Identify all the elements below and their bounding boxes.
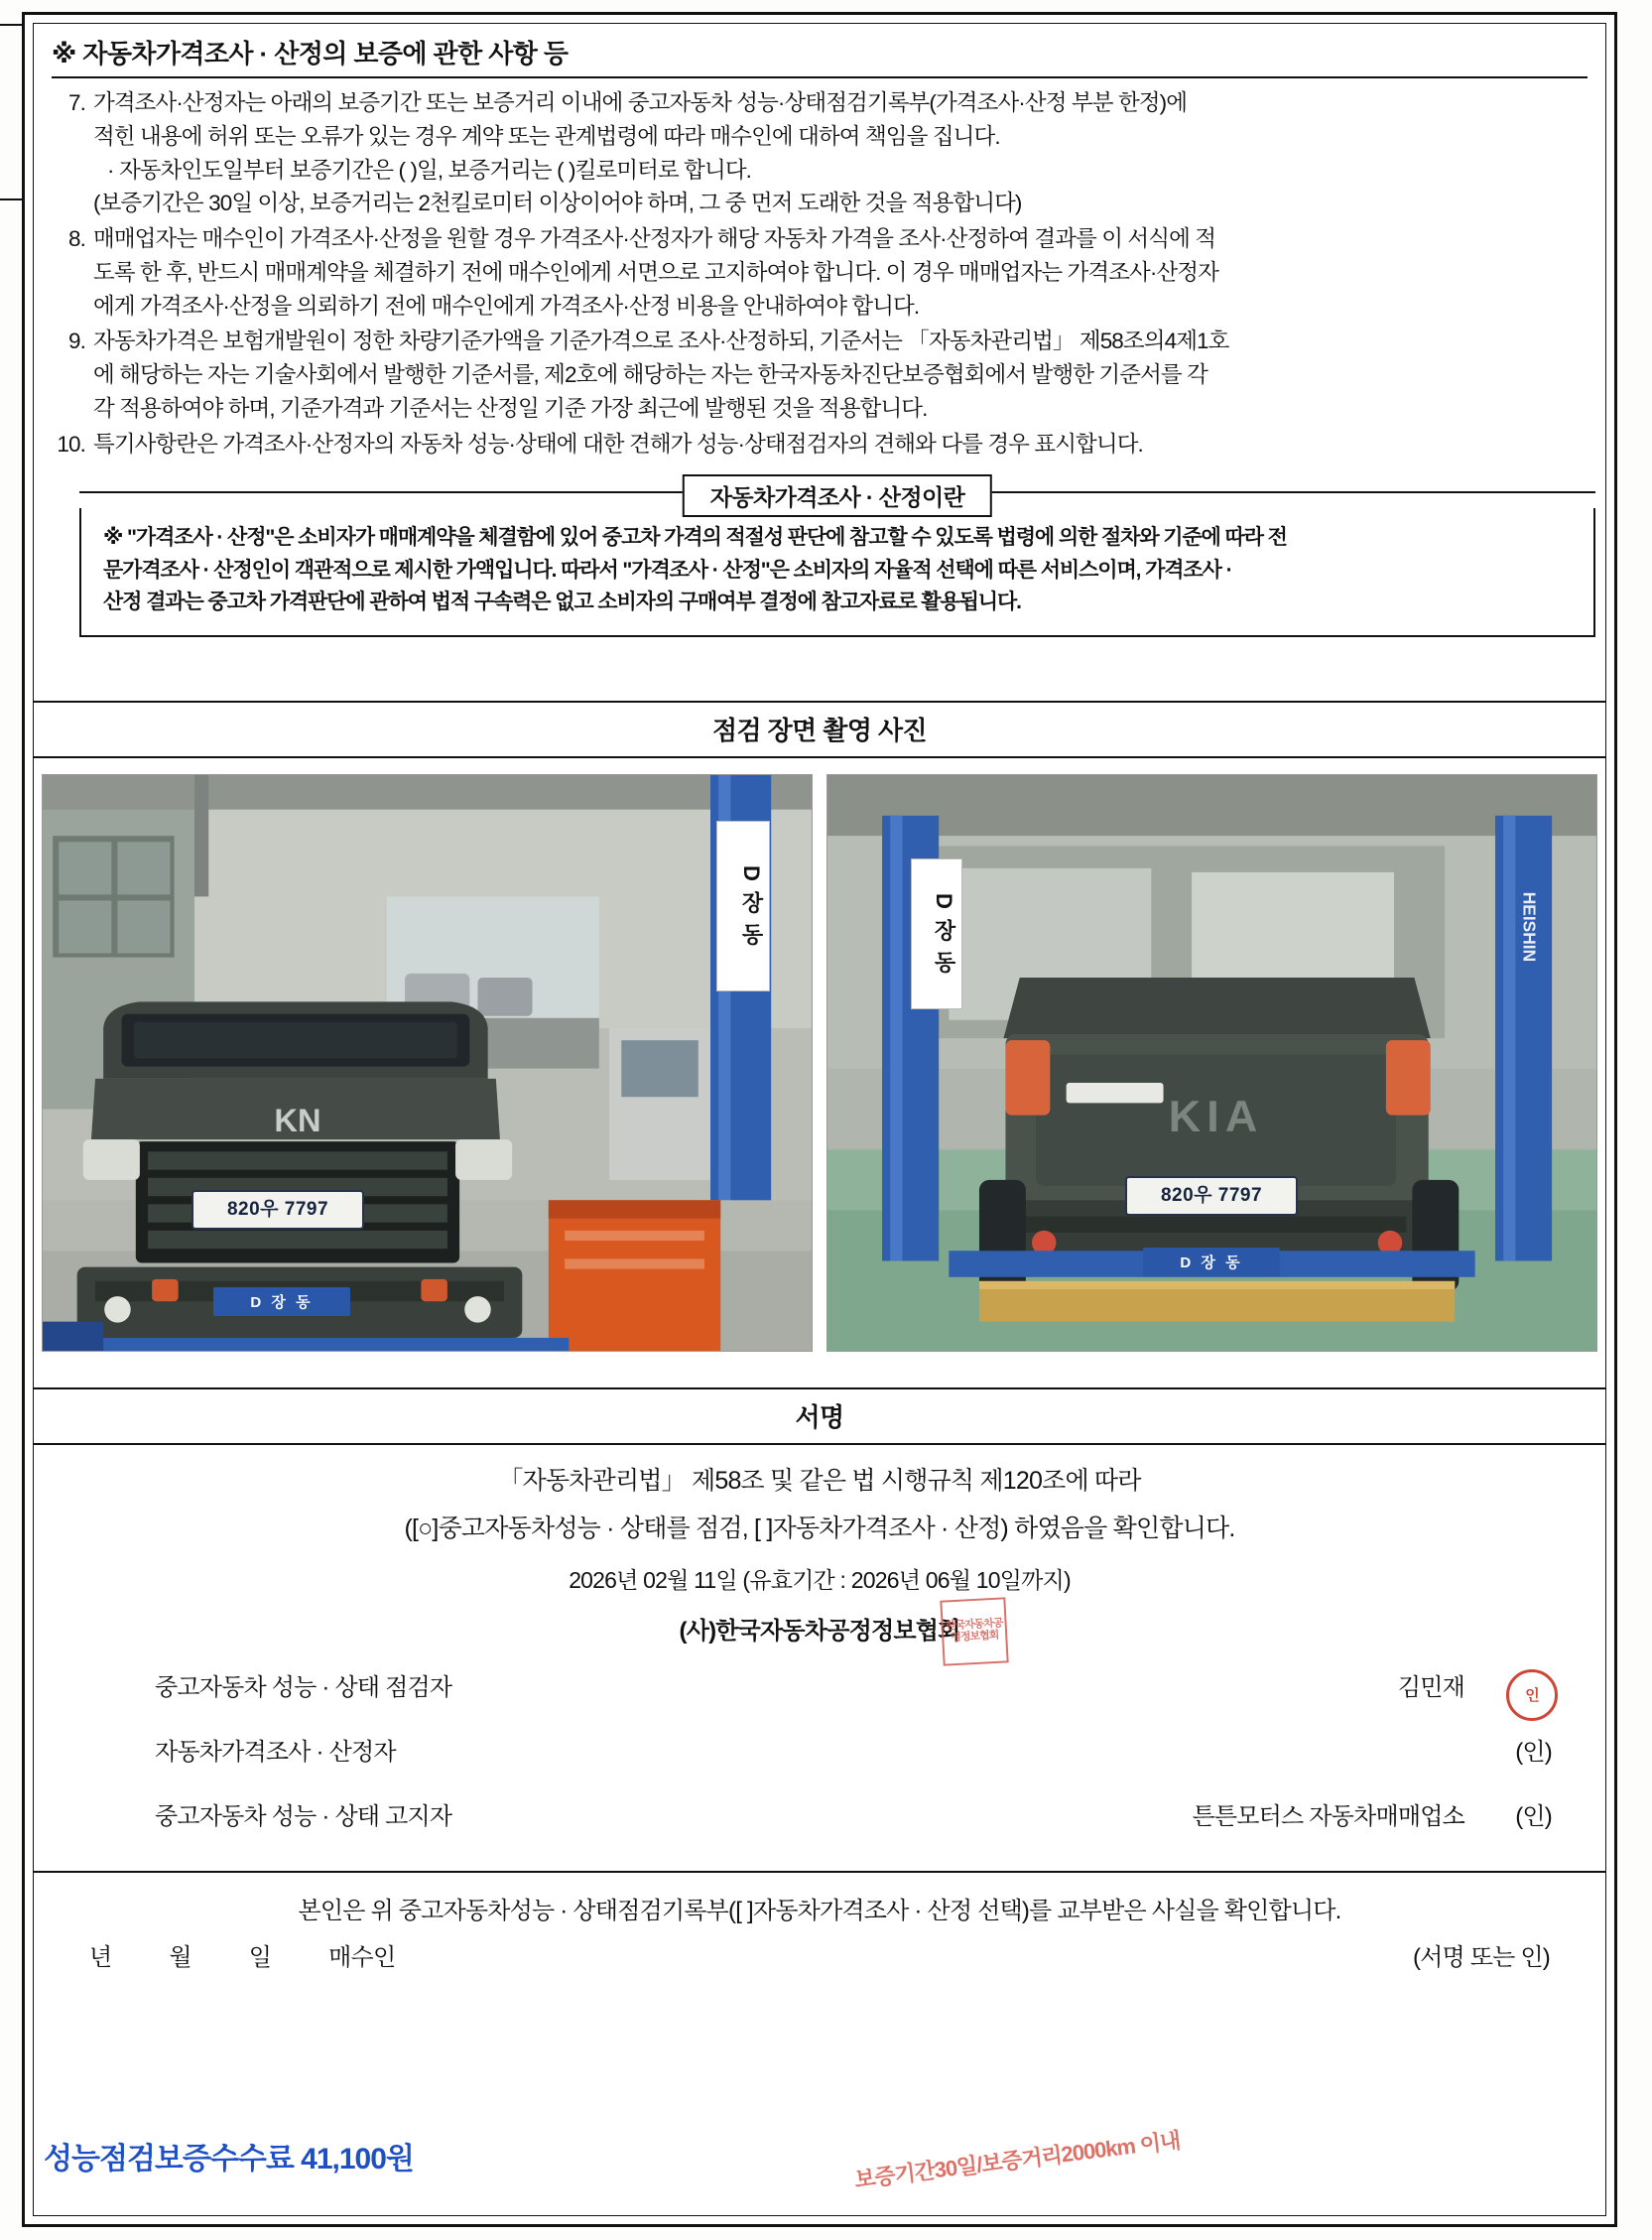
notice-clause bbox=[52, 428, 1588, 461]
photo-rear-view bbox=[826, 774, 1597, 1352]
definition-line: ※ "가격조사 · 산정"은 소비자가 매매계약을 체결함에 있어 중고차 가격의 적절성 판단에 참고할 수 있도록 법령에 의한 절차와 기준에 따라 전 bbox=[103, 526, 1287, 550]
clause-line: 특기사항란은 가격조사·산정자의 자동차 성능·상태에 대한 견해가 성능·상태점검자의 견해와 다를 경우 표시합니다. bbox=[93, 431, 1143, 457]
svg-text:HEISHIN: HEISHIN bbox=[1519, 891, 1540, 963]
signer-label: 자동차가격조사 · 산정자 bbox=[155, 1739, 396, 1766]
inspection-photos-section bbox=[34, 701, 1605, 1366]
clause-number: 9. bbox=[68, 329, 85, 354]
notice-clause bbox=[52, 222, 1588, 323]
warranty-notice-section bbox=[34, 24, 1605, 649]
page-edge-tick bbox=[0, 198, 22, 200]
clause-line: 적힌 내용에 허위 또는 오류가 있는 경우 계약 또는 관계법령에 따라 매수인에 대하여 책임을 집니다. bbox=[93, 123, 1000, 149]
clause-line: 자동차가격은 보험개발원이 정한 차량기준가액을 기준가격으로 조사·산정하되, 기준서는 「자동차관리법」 제58조의4제1호 bbox=[93, 329, 1229, 354]
page-edge-tick bbox=[0, 24, 22, 26]
clause-number: 7. bbox=[68, 90, 85, 115]
definition-line: 산정 결과는 중고차 가격판단에 관하여 법적 구속력은 없고 소비자의 구매여부 결정에 참고자료로 활용됩니다. bbox=[103, 591, 1021, 614]
clause-line: 에 해당하는 자는 기술사회에서 발행한 기준서를, 제2호에 해당하는 자는 한국자동차진단보증협회에서 발행한 기준서를 각 bbox=[93, 362, 1207, 387]
signer-label: 중고자동차 성능 · 상태 고지자 bbox=[155, 1803, 452, 1830]
clause-body bbox=[93, 86, 1588, 220]
buyer-confirmation-text: 본인은 위 중고자동차성능 · 상태점검기록부([ ]자동차가격조사 · 산정 선택)를 교부받은 사실을 확인합니다. bbox=[298, 1898, 1341, 1924]
lift-label-front: D 장 동 bbox=[213, 1287, 350, 1316]
signer-rows bbox=[60, 1667, 1580, 1831]
notice-title: ※ 자동차가격조사 · 산정의 보증에 관한 사항 등 bbox=[52, 34, 1588, 78]
signer-row-notifier bbox=[60, 1796, 1580, 1831]
buyer-field-month[interactable]: 월 bbox=[169, 1944, 191, 1971]
photo-row bbox=[34, 758, 1605, 1366]
signer-label: 중고자동차 성능 · 상태 점검자 bbox=[155, 1674, 452, 1701]
clause-line: (보증기간은 30일 이상, 보증거리는 2천킬로미터 이상이어야 하며, 그 중 먼저 도래한 것을 적용합니다) bbox=[93, 191, 1022, 216]
handwritten-red-note: 보증기간30일/보증거리2000km 이내 bbox=[852, 2127, 1182, 2193]
notice-clause bbox=[52, 325, 1588, 425]
buyer-field-day[interactable]: 일 bbox=[248, 1944, 272, 1971]
association-name: (사)한국자동차공정정보협회 bbox=[679, 1618, 960, 1645]
signer-row-inspector bbox=[60, 1667, 1580, 1702]
buyer-field-name[interactable]: 매수인 bbox=[328, 1944, 396, 1971]
wall-banner-front: D 장 동 bbox=[716, 821, 770, 991]
definition-line: 문가격조사 · 산정인이 객관적으로 제시한 가액입니다. 따라서 "가격조사 · 산정"은 소비자의 자율적 선택에 따른 서비스이며, 가격조사 · bbox=[103, 558, 1232, 582]
signer-seal-slot: (인) bbox=[1515, 1803, 1552, 1830]
buyer-signature-fields bbox=[60, 1937, 1580, 1972]
wall-banner-rear: D 장 동 bbox=[911, 858, 962, 1009]
legal-basis-line: 「자동차관리법」 제58조 및 같은 법 시행규칙 제120조에 따라 bbox=[498, 1467, 1141, 1495]
association-seal-stamp: 한국자동차공정정보협회 bbox=[940, 1597, 1008, 1665]
photos-band-title: 점검 장면 촬영 사진 bbox=[34, 701, 1605, 758]
buyer-confirmation-box bbox=[34, 1871, 1605, 1986]
lift-label-rear: D 장 동 bbox=[1143, 1248, 1280, 1276]
clause-line: 가격조사·산정자는 아래의 보증기간 또는 보증거리 이내에 중고자동차 성능·상태점검기록부(가격조사·산정 부분 한정)에 bbox=[93, 90, 1188, 115]
buyer-field-year[interactable]: 년 bbox=[89, 1944, 112, 1971]
association-line bbox=[60, 1611, 1580, 1646]
clause-line: 매매업자는 매수인이 가격조사·산정을 원할 경우 가격조사·산정자가 해당 자동차 가격을 조사·산정하여 결과를 이 서식에 적 bbox=[93, 226, 1216, 251]
clause-body bbox=[93, 428, 1588, 461]
clause-number: 10. bbox=[57, 431, 85, 457]
signer-name: 김민재 bbox=[1397, 1674, 1464, 1701]
license-plate-rear: 820우 7797 bbox=[1125, 1176, 1298, 1216]
photo-front-view bbox=[42, 774, 813, 1352]
inspection-fee-label: 성능점검보증수수료 41,100원 bbox=[44, 2143, 414, 2175]
notice-clause bbox=[52, 86, 1588, 220]
confirmation-line: ([○]중고자동차성능 · 상태를 점검, [ ]자동차가격조사 · 산정) 하였음을 확인합니다. bbox=[404, 1515, 1235, 1542]
definition-block bbox=[79, 474, 1595, 637]
clause-line: 각 적용하여야 하며, 기준가격과 기준서는 산정일 기준 가장 최근에 발행된 것을 적용합니다. bbox=[93, 395, 928, 421]
clause-line: 에게 가격조사·산정을 의뢰하기 전에 매수인에게 가격조사·산정 비용을 안내하여야 합니다. bbox=[93, 293, 920, 319]
dealer-name: 튼튼모터스 자동차매매업소 bbox=[1192, 1803, 1464, 1830]
svg-text:KIA: KIA bbox=[1168, 1090, 1264, 1141]
signature-band-title: 서명 bbox=[34, 1387, 1605, 1445]
definition-text-box bbox=[79, 508, 1595, 637]
definition-header bbox=[79, 474, 1595, 511]
clause-number: 8. bbox=[68, 226, 85, 251]
definition-title: 자동차가격조사 · 산정이란 bbox=[683, 474, 992, 517]
photo-front-artwork bbox=[43, 775, 812, 1352]
signer-row-price-assessor bbox=[60, 1732, 1580, 1767]
clause-line: 도록 한 후, 반드시 매매계약을 체결하기 전에 매수인에게 서면으로 고지하여야 합니다. 이 경우 매매업자는 가격조사·산정자 bbox=[93, 259, 1218, 285]
license-plate-front: 820우 7797 bbox=[191, 1190, 364, 1230]
clause-body bbox=[93, 325, 1588, 425]
clause-body bbox=[93, 222, 1588, 323]
red-seal-icon: 인 bbox=[1506, 1669, 1558, 1721]
signature-body bbox=[34, 1445, 1605, 1871]
issue-date-line: 2026년 02월 11일 (유효기간 : 2026년 06월 10일까지) bbox=[569, 1567, 1071, 1593]
signer-seal-slot: (인) bbox=[1515, 1739, 1552, 1766]
svg-text:KN: KN bbox=[274, 1101, 321, 1138]
buyer-signature-hint: (서명 또는 인) bbox=[1412, 1944, 1550, 1971]
signature-section bbox=[34, 1387, 1605, 1986]
clause-line: · 자동차인도일부터 보증기간은 ( )일, 보증거리는 ( )킬로미터로 합니다. bbox=[107, 157, 752, 183]
